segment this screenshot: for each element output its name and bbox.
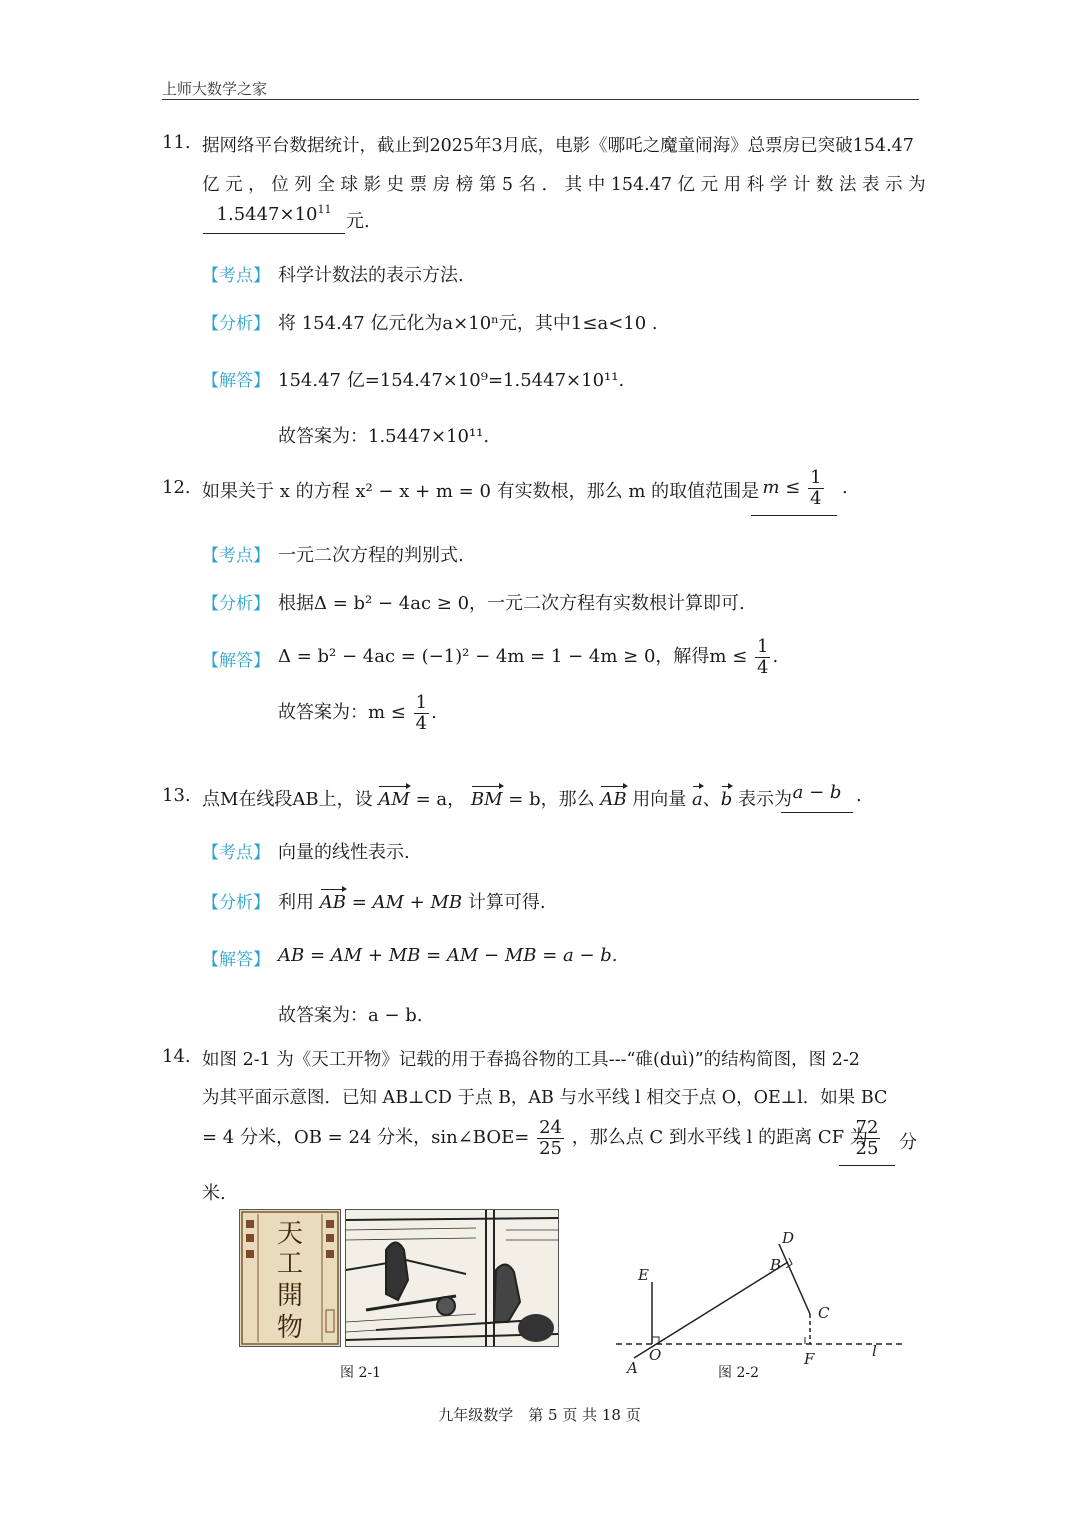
book-title-char-3: 開 [276,1281,304,1311]
q12-answer-blank [751,463,837,516]
q13-period: . [856,785,862,806]
q14-answer-num: 72 [855,1116,879,1138]
q11-line2: 亿 元 ， 位 列 全 球 影 史 票 房 榜 第 5 名 ． 其 中 154.47 亿 元 用 科 学 计 数 法 表 示 为 [202,175,926,195]
q14-line3 [202,1113,868,1163]
fig-2-2-caption: 图 2-2 [718,1365,759,1381]
q14-sin-fraction [537,1118,564,1159]
q13-guda: 故答案为：a − b. [278,1005,423,1026]
q14-sin-num: 24 [539,1116,562,1138]
q11-kaodian: 科学计数法的表示方法. [278,265,464,286]
q12-period: . [842,477,848,498]
tiangong-kaiwu-cover-image [239,1209,341,1347]
q11-answer-mantissa: 1.5447×10 [216,204,318,225]
q11-line1: 据网络平台数据统计，截止到2025年3月底，电影《哪吒之魔童闹海》总票房已突破154.47 [202,136,914,156]
q12-jieda-den: 4 [757,656,769,678]
q13-vector-b: b [720,789,733,810]
q11-guda: 故答案为：1.5447×10¹¹. [278,426,490,447]
page-header: 上师大数学之家 [162,80,268,98]
q14-answer-fraction [854,1118,881,1159]
label-B: B [770,1256,782,1274]
fig-2-2-diagram [606,1222,906,1382]
q13-line1 [202,785,792,811]
header-rule [162,99,919,100]
q13-kaodian: 向量的线性表示. [278,842,410,863]
q11-line3-tail: 元. [346,211,370,232]
q13-fenxi-eq: = AM + MB [351,892,463,913]
q13-jieda-tag: 【解答】 [202,950,270,970]
segment-DC [779,1244,810,1314]
q14-line1: 如图 2-1 为《天工开物》记载的用于春捣谷物的工具---“碓(duì)”的结构简图，图 2-2 [202,1050,860,1070]
q12-answer-num: 1 [810,466,822,488]
q12-answer-den: 4 [810,487,822,509]
q12-jieda-text: Δ = b² − 4ac = (−1)² − 4m = 1 − 4m ≥ 0，解得m ≤ [278,646,748,667]
q12-answer-fraction [808,468,823,509]
book-title-char-2: 工 [276,1249,304,1279]
q13-answer: a − b [792,782,842,803]
q13-fenxi [278,888,546,914]
q12-line1: 如果关于 x 的方程 x² − x + m = 0 有实数根，那么 m 的取值范围是 [202,481,760,502]
q13-eq-a: = a， [415,789,466,810]
q13-number: 13. [162,785,191,806]
q11-answer-exp: 11 [317,203,332,216]
book-title-char-4: 物 [276,1313,304,1343]
q13-jieda: AB = AM + MB = AM − MB = a − b. [278,945,618,966]
q14-line3-b: ，那么点 C 到水平线 l 的距离 CF 为 [571,1127,868,1148]
q12-number: 12. [162,477,191,498]
q11-answer-blank [203,203,345,234]
q11-number: 11. [162,132,191,153]
q12-kaodian-tag: 【考点】 [202,546,270,566]
q12-fenxi: 根据Δ = b² − 4ac ≥ 0，一元二次方程有实数根计算即可. [278,593,745,614]
label-F: F [804,1350,815,1368]
q13-answer-blank [781,782,853,813]
label-A: A [627,1359,638,1377]
q13-fenxi-post: 计算可得. [467,892,546,913]
q13-fenxi-pre: 利用 [278,892,314,913]
q11-jieda-tag: 【解答】 [202,371,270,391]
q14-number: 14. [162,1046,191,1067]
q11-fenxi: 将 154.47 亿元化为a×10ⁿ元，其中1≤a<10 . [278,313,658,334]
q13-vector-ab: AB [600,789,627,810]
q14-sin-den: 25 [539,1137,562,1159]
q12-guda: 故答案为：m ≤ $\frac{1}{4}$ . [278,691,437,734]
q13-text3: 表示为 [738,789,793,810]
label-l: l [872,1342,877,1360]
q12-guda-den: 4 [415,712,428,734]
q13-vector-am: AM [378,789,410,810]
q14-line2: 为其平面示意图．已知 AB⊥CD 于点 B，AB 与水平线 l 相交于点 O，OE⊥l．如果 BC [202,1088,888,1108]
q13-fenxi-tag: 【分析】 [202,893,270,913]
woodcut-drawing [346,1210,558,1346]
q11-kaodian-tag: 【考点】 [202,266,270,286]
q12-guda-num: 1 [415,691,428,713]
q13-vector-a: a [692,789,703,810]
q12-guda-text: 故答案为：m ≤ [278,702,406,723]
q14-answer-blank [839,1113,895,1166]
page-footer: 九年级数学 第 5 页 共 18 页 [438,1406,641,1424]
q13-text1: 点M在线段AB上，设 [202,789,373,810]
q12-answer-prefix: m ≤ [762,477,801,498]
woodcut-illustration-image [345,1209,559,1347]
label-D: D [782,1229,795,1247]
q14-line4: 米. [202,1183,226,1204]
fig-2-1-caption: 图 2-1 [340,1365,381,1381]
book-title-char-1: 天 [276,1219,304,1249]
label-C: C [818,1304,830,1322]
label-E: E [638,1266,649,1284]
q12-jieda-fraction [755,637,770,678]
q13-vector-bm: BM [470,789,503,810]
q13-sep: 、 [702,789,721,810]
q11-jieda: 154.47 亿=154.47×10⁹=1.5447×10¹¹. [278,370,625,391]
q12-jieda-num: 1 [757,635,769,657]
q14-unit: 分 [899,1132,917,1153]
q11-fenxi-tag: 【分析】 [202,314,270,334]
q14-answer-den: 25 [855,1137,879,1159]
q13-fenxi-vector-ab: AB [319,892,346,913]
q13-kaodian-tag: 【考点】 [202,843,270,863]
q14-line3-a: = 4 分米，OB = 24 分米，sin∠BOE= [202,1127,530,1148]
book-cover-drawing [240,1210,340,1346]
q13-eq-b: = b，那么 [508,789,595,810]
q12-fenxi-tag: 【分析】 [202,594,270,614]
label-O: O [649,1346,662,1364]
q13-text2: 用向量 [632,789,687,810]
q12-guda-fraction [414,693,429,734]
q12-jieda-tag: 【解答】 [202,651,270,671]
q12-kaodian: 一元二次方程的判别式. [278,545,464,566]
q12-jieda: Δ = b² − 4ac = (−1)² − 4m = 1 − 4m ≥ 0，解得m ≤ $\frac{1}{4}$ . [278,635,779,678]
